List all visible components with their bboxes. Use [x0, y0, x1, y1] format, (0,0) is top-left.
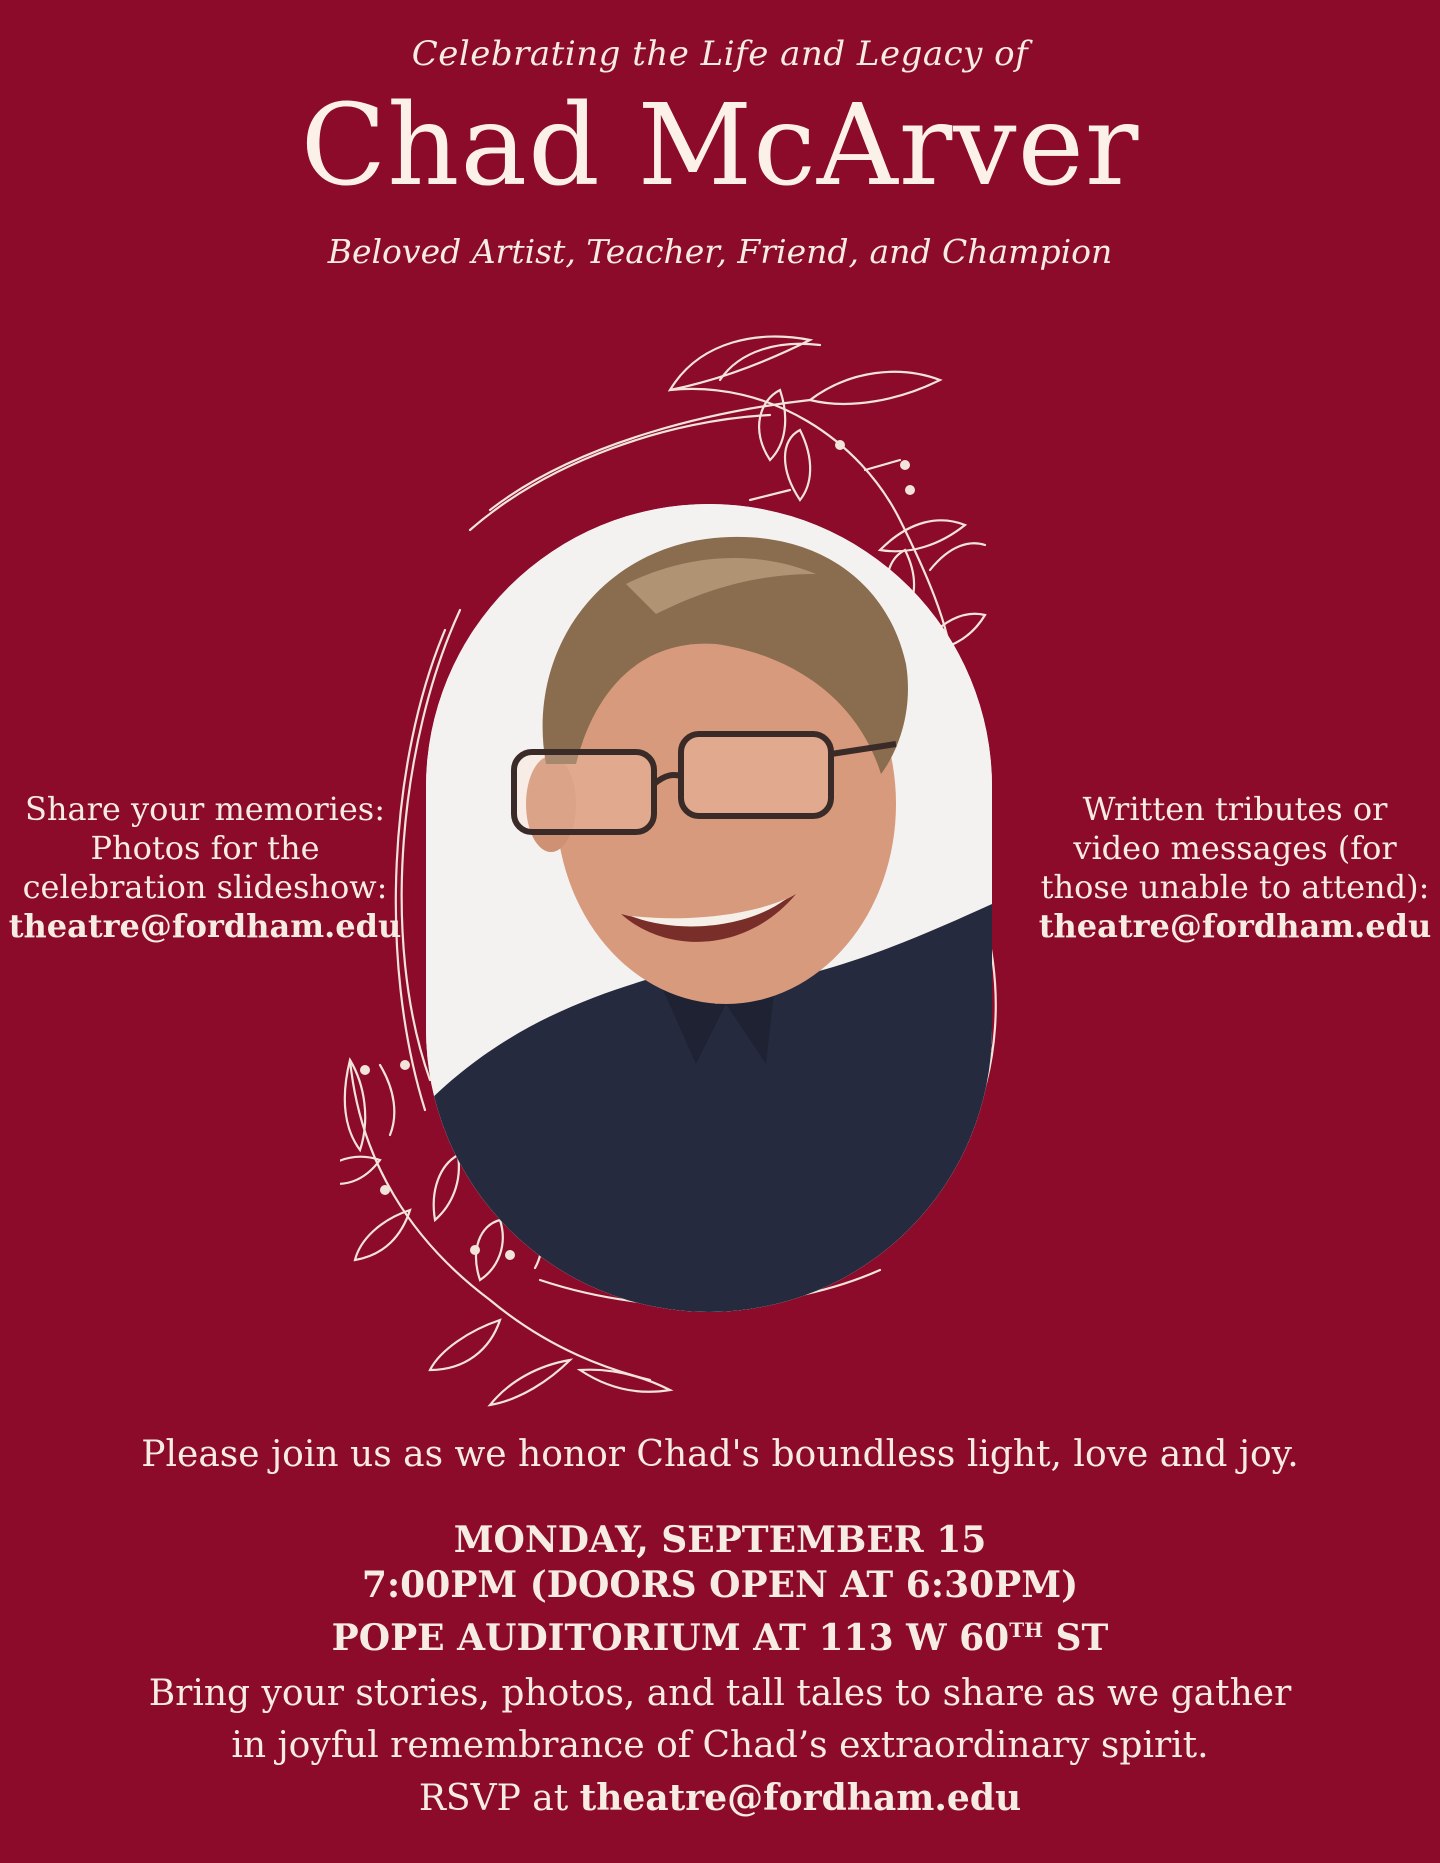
memories-line-1: Share your memories:: [25, 790, 385, 828]
berry-bl-5: [470, 1245, 480, 1255]
event-date: MONDAY, SEPTEMBER 15: [453, 1519, 987, 1561]
event-time: 7:00PM (DOORS OPEN AT 6:30PM): [361, 1564, 1079, 1606]
berry-bl-4: [380, 1185, 390, 1195]
tributes-line-3: those unable to attend):: [1040, 868, 1430, 906]
invite-text: Please join us as we honor Chad's boundless light, love and joy.: [141, 1434, 1299, 1475]
tributes-note: [1030, 790, 1440, 946]
berry-tr-2: [900, 460, 910, 470]
leaf-bl-2: [380, 1065, 394, 1135]
berry-tr-3: [905, 485, 915, 495]
rsvp-label: RSVP at: [418, 1778, 580, 1819]
berry-bl-1: [360, 1065, 370, 1075]
rsvp-line: [0, 1772, 1440, 1825]
leaf-bl-9: [580, 1370, 670, 1392]
leaf-tr-3: [810, 372, 940, 404]
memories-note: [0, 790, 410, 946]
event-venue-text: POPE AUDITORIUM AT 113 W 60: [331, 1617, 1010, 1659]
leaf-tr-9: [930, 543, 985, 570]
leaf-bl-5: [434, 1155, 459, 1220]
event-venue: [0, 1608, 1440, 1661]
event-details: [0, 1518, 1440, 1661]
leaf-bl-4: [355, 1210, 410, 1260]
leaf-tr-2: [720, 344, 820, 380]
memories-line-2: Photos for the: [90, 829, 320, 867]
portrait-illustration: [426, 504, 992, 1312]
closing-text: [0, 1668, 1440, 1825]
memories-line-3: celebration slideshow:: [22, 868, 388, 906]
leaf-bl-6: [476, 1220, 503, 1280]
rsvp-email-link[interactable]: theatre@fordham.edu: [579, 1777, 1022, 1819]
tagline: Beloved Artist, Teacher, Friend, and Champion: [327, 232, 1113, 271]
tributes-line-2: video messages (for: [1073, 829, 1397, 867]
leaf-bl-8: [490, 1360, 570, 1405]
berry-tr-1: [835, 440, 845, 450]
event-venue-ordinal: TH: [1009, 1618, 1044, 1642]
bud-tr-2: [865, 460, 900, 470]
leaf-bl-3: [340, 1157, 380, 1184]
berry-bl-6: [505, 1250, 515, 1260]
berry-bl-2: [400, 1060, 410, 1070]
closing-line-2: in joyful remembrance of Chad’s extraordinary spirit.: [231, 1725, 1209, 1766]
leaf-tr-6: [880, 520, 965, 551]
bud-tr-1: [750, 490, 790, 500]
tributes-line-1: Written tributes or: [1082, 790, 1388, 828]
memories-email-link[interactable]: theatre@fordham.edu: [8, 907, 402, 945]
tributes-email-link[interactable]: theatre@fordham.edu: [1038, 907, 1432, 945]
portrait-photo: [426, 504, 992, 1312]
closing-line-1: Bring your stories, photos, and tall tales to share as we gather: [148, 1673, 1292, 1714]
leaf-bl-7: [430, 1320, 500, 1370]
event-venue-street: ST: [1043, 1617, 1109, 1659]
eyebrow-text: Celebrating the Life and Legacy of: [411, 34, 1029, 74]
honoree-name: Chad McArver: [300, 81, 1140, 211]
